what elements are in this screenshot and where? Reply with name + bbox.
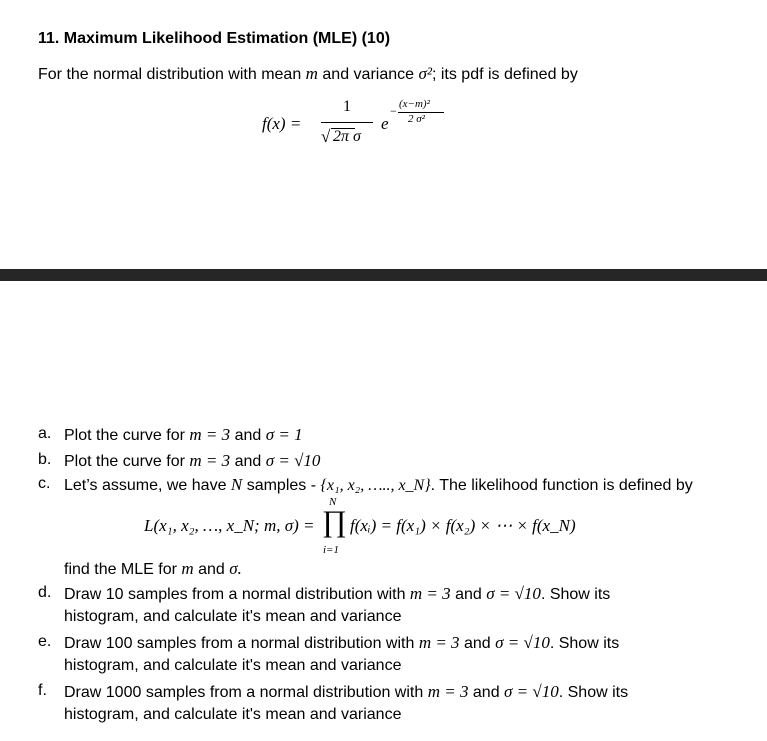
item-f-cond2: σ = √10	[504, 682, 559, 701]
item-c-set: {x₁, x₂, ….., x_N}	[320, 477, 431, 494]
item-f-prefix: Draw 1000 samples from a normal distribution with	[64, 684, 428, 701]
item-f-marker: f.	[38, 682, 47, 699]
intro-middle: and variance	[317, 66, 419, 83]
likelihood-rhs: f(xᵢ) = f(x₁) × f(x₂) × ⋯ × f(x_N)	[350, 516, 576, 535]
item-f-cond: m = 3	[427, 682, 469, 701]
item-f-and: and	[468, 684, 505, 701]
pdf-exp-denominator: 2 σ²	[408, 113, 425, 125]
item-b-text: Plot the curve for	[64, 453, 190, 470]
item-d-suffix: . Show its	[540, 586, 611, 603]
item-b	[64, 451, 320, 471]
pdf-lhs: f(x) =	[262, 114, 302, 133]
item-e-and: and	[459, 635, 496, 652]
item-a-text: Plot the curve for	[64, 427, 190, 444]
pdf-exp-numerator: (x−m)²	[399, 98, 430, 110]
item-f-line2: histogram, and calculate it's mean and variance	[64, 706, 402, 723]
pdf-fraction-line	[321, 122, 373, 123]
intro-sigma2: σ²	[418, 64, 432, 83]
item-c	[64, 475, 693, 495]
item-d-prefix: Draw 10 samples from a normal distribution with	[64, 586, 410, 603]
item-a	[64, 425, 303, 445]
item-f-line1	[64, 682, 628, 702]
question-title: 11. Maximum Likelihood Estimation (MLE) (10)	[38, 30, 391, 47]
item-c-suffix: . The likelihood function is defined by	[430, 477, 693, 494]
product-symbol: ∏	[322, 505, 347, 538]
separator-bar	[0, 269, 767, 281]
item-e-suffix: . Show its	[549, 635, 620, 652]
item-c-marker: c.	[38, 475, 51, 492]
item-a-marker: a.	[38, 425, 52, 442]
pdf-e: e	[381, 114, 389, 133]
item-d-line1	[64, 584, 610, 604]
item-d-line2: histogram, and calculate it's mean and variance	[64, 608, 402, 625]
item-c-prefix: Let’s assume, we have	[64, 477, 231, 494]
likelihood-lhs: L(x₁, x₂, …, x_N; m, σ) =	[144, 516, 315, 535]
item-b-cond: m = 3	[189, 451, 231, 470]
item-c-find-and: and	[193, 561, 230, 578]
product-upper: N	[329, 496, 337, 508]
item-e-cond2: σ = √10	[495, 633, 550, 652]
item-e-line1	[64, 633, 619, 653]
intro-prefix: For the normal distribution with mean	[38, 66, 306, 83]
item-d-and: and	[450, 586, 487, 603]
item-c-mid: samples -	[242, 477, 321, 494]
item-c-find-sigma: σ.	[229, 559, 242, 578]
pdf-exp-minus: −	[390, 104, 397, 118]
item-c-find	[64, 559, 242, 579]
item-d-cond: m = 3	[409, 584, 451, 603]
item-a-cond2: σ = 1	[265, 425, 303, 444]
item-e-prefix: Draw 100 samples from a normal distribution with	[64, 635, 419, 652]
intro-suffix: ; its pdf is defined by	[431, 66, 578, 83]
intro-text	[38, 64, 578, 84]
item-f-suffix: . Show its	[558, 684, 629, 701]
pdf-denominator: 2π σ	[333, 128, 361, 145]
item-c-find-text: find the MLE for	[64, 561, 182, 578]
item-b-cond2: σ = √10	[265, 451, 321, 470]
item-d-cond2: σ = √10	[486, 584, 541, 603]
item-c-find-m: m	[181, 559, 194, 578]
item-a-and: and	[230, 427, 266, 444]
item-c-N: N	[230, 475, 243, 494]
item-e-cond: m = 3	[418, 633, 460, 652]
item-d-marker: d.	[38, 584, 52, 601]
item-b-marker: b.	[38, 451, 52, 468]
item-e-line2: histogram, and calculate it's mean and variance	[64, 657, 402, 674]
intro-m: m	[305, 64, 318, 83]
item-a-cond: m = 3	[189, 425, 231, 444]
sqrt-symbol: √	[321, 127, 331, 146]
item-e-marker: e.	[38, 633, 52, 650]
item-b-and: and	[230, 453, 266, 470]
product-lower: i=1	[323, 544, 339, 556]
pdf-numerator: 1	[343, 98, 351, 115]
